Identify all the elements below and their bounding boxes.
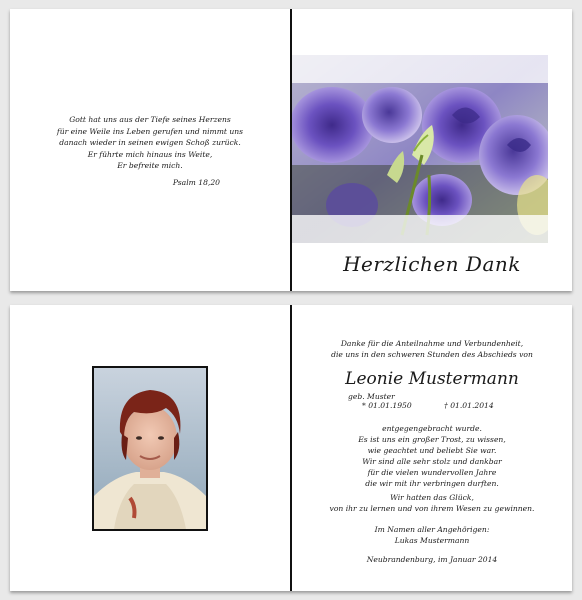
gratitude-text [292, 423, 572, 489]
death-date: † 01.01.2014 [444, 401, 494, 410]
gratitude-line: Es ist uns ein großer Trost, zu wissen, [358, 435, 506, 444]
deceased-name: Leonie Mustermann [345, 369, 519, 389]
card-inside [10, 305, 572, 591]
card-front [10, 9, 572, 291]
gratitude-line: für die vielen wundervollen Jahre [367, 468, 497, 477]
verse-line: danach wieder in seinen ewigen Schoß zurück. [59, 138, 241, 147]
signature-line: Im Namen aller Angehörigen: [374, 525, 490, 534]
luck-text [292, 492, 572, 514]
signature-text [292, 524, 572, 546]
verse-line: Gott hat uns aus der Tiefe seines Herzens [69, 115, 231, 124]
verse-line: für eine Weile ins Leben gerufen und nimmt uns [56, 126, 244, 136]
intro-line: die uns in den schweren Stunden des Abschieds von [331, 350, 533, 359]
verse-line: Er führte mich hinaus ins Weite, [87, 149, 213, 159]
portrait-photo [92, 366, 208, 531]
verse-reference: Psalm 18,20 [172, 178, 220, 187]
verse-text [50, 114, 250, 172]
intro-text [292, 338, 572, 360]
born-name: geb. Muster [348, 392, 395, 401]
place-date: Neubrandenburg, im Januar 2014 [366, 555, 498, 564]
gratitude-line: die wir mit ihr verbringen durften. [365, 479, 499, 488]
gratitude-line: wie geachtet und beliebt Sie war. [367, 446, 497, 455]
flower-image [292, 55, 548, 243]
verse-line: Er befreite mich. [117, 161, 183, 170]
intro-line: Danke für die Anteilnahme und Verbundenheit, [340, 339, 524, 348]
gratitude-line: Wir sind alle sehr stolz und dankbar [362, 457, 502, 466]
card-title: Herzlichen Dank [343, 252, 521, 276]
signature-line: Lukas Mustermann [394, 536, 470, 545]
gratitude-line: entgegengebracht wurde. [382, 424, 482, 433]
luck-line: Wir hatten das Glück, [390, 493, 474, 502]
birth-date: * 01.01.1950 [362, 401, 412, 410]
luck-line: von ihr zu lernen und von ihrem Wesen zu gewinnen. [329, 504, 535, 513]
